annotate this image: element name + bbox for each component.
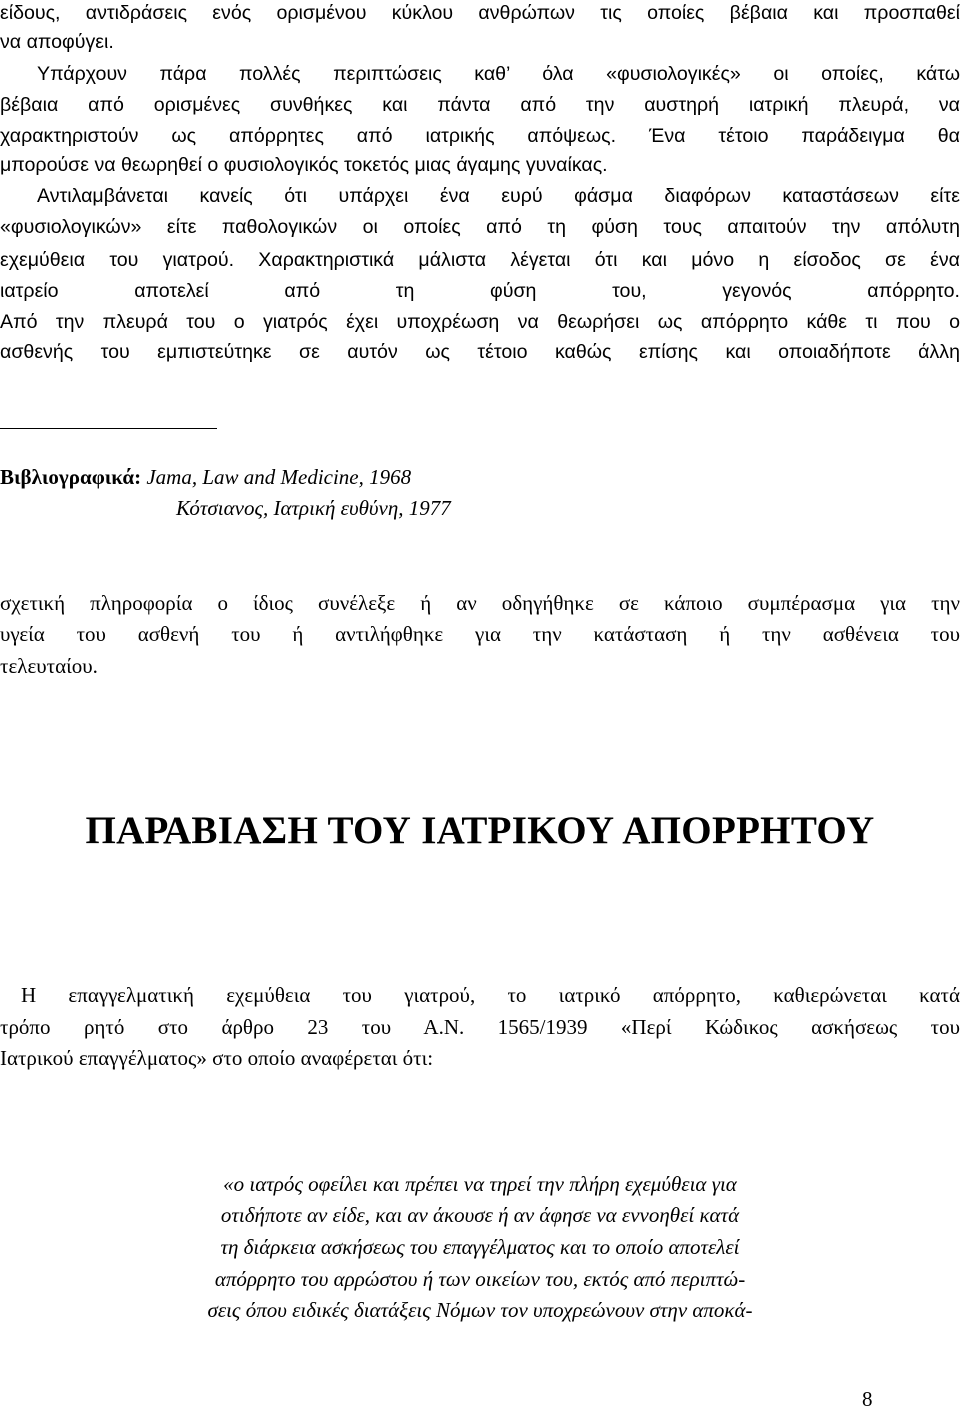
body-line: βέβαια από ορισμένες συνθήκες και πάντα από την αυστηρή ιατρική πλευρά, να <box>0 94 960 116</box>
section-heading: ΠΑΡΑΒΙΑΣΗ ΤΟΥ ΙΑΤΡΙΚΟΥ ΑΠΟΡΡΗΤΟΥ <box>85 809 875 852</box>
body-line: τρόπο ρητό στο άρθρο 23 του Α.Ν. 1565/1939 «Περί Κώδικος ασκήσεως του <box>0 1015 960 1039</box>
page-number: 8 <box>862 1387 873 1411</box>
quote-line: οτιδήποτε αν είδε, και αν άκουσε ή αν άφησε να εννοηθεί κατά <box>220 1203 740 1227</box>
body-line: Ιατρικού επαγγέλματος» στο οποίο αναφέρεται ότι: <box>0 1046 434 1070</box>
body-line: «φυσιολογικών» είτε παθολογικών οι οποίες από τη φύση τους απαιτούν την απόλυτη <box>0 216 960 238</box>
bibliography-entry: Jama, Law and Medicine, 1968 <box>146 465 412 489</box>
body-line: ιατρείο αποτελεί από τη φύση του, γεγονός απόρρητο. <box>0 280 960 302</box>
body-line: Υπάρχουν πάρα πολλές περιπτώσεις καθ’ όλα «φυσιολογικές» οι οποίες, κάτω <box>37 63 960 85</box>
body-line: υγεία του ασθενή του ή αντιλήφθηκε για την κατάσταση ή την ασθένεια του <box>0 622 960 646</box>
footnote-separator <box>0 428 217 429</box>
body-line: εχεμύθεια του γιατρού. Χαρακτηριστικά μάλιστα λέγεται ότι και μόνο η είσοδος σε ένα <box>0 249 960 271</box>
body-line: χαρακτηριστούν ως απόρρητες από ιατρικής απόψεως. Ένα τέτοιο παράδειγμα θα <box>0 125 960 147</box>
body-line: σχετική πληροφορία ο ίδιος συνέλεξε ή αν οδηγήθηκε σε κάποιο συμπέρασμα για την <box>0 591 960 615</box>
bibliography-line-1 <box>0 465 411 490</box>
quote-line: απόρρητο του αρρώστου ή των οικείων του, εκτός από περιπτώ- <box>214 1267 746 1291</box>
body-line: ασθενής του εμπιστεύτηκε σε αυτόν ως τέτοιο καθώς επίσης και οποιαδήποτε άλλη <box>0 341 960 363</box>
body-line: Αντιλαμβάνεται κανείς ότι υπάρχει ένα ευρύ φάσμα διαφόρων καταστάσεων είτε <box>37 185 960 207</box>
body-line: να αποφύγει. <box>0 31 114 53</box>
quote-line: τη διάρκεια ασκήσεως του επαγγέλματος και το οποίο αποτελεί <box>220 1235 740 1259</box>
bibliography-entry: Κότσιανος, Ιατρική ευθύνη, 1977 <box>176 496 451 520</box>
body-line: Από την πλευρά του ο γιατρός έχει υποχρέωση να θεωρήσει ως απόρρητο κάθε τι που ο <box>0 311 960 333</box>
quote-line: σεις όπου ειδικές διατάξεις Νόμων τον υποχρεώνουν στην αποκά- <box>207 1298 753 1322</box>
body-line: μπορούσε να θεωρηθεί ο φυσιολογικός τοκετός μιας άγαμης γυναίκας. <box>0 154 608 176</box>
body-line: τελευταίου. <box>0 654 98 678</box>
bibliography-label: Βιβλιογραφικά: <box>0 465 142 489</box>
quote-line: «ο ιατρός οφείλει και πρέπει να τηρεί την πλήρη εχεμύθεια για <box>223 1172 737 1196</box>
body-line: Η επαγγελματική εχεμύθεια του γιατρού, το ιατρικό απόρρητο, καθιερώνεται κατά <box>21 983 960 1007</box>
body-line: είδους, αντιδράσεις ενός ορισμένου κύκλου ανθρώπων τις οποίες βέβαια και προσπαθεί <box>0 2 960 24</box>
